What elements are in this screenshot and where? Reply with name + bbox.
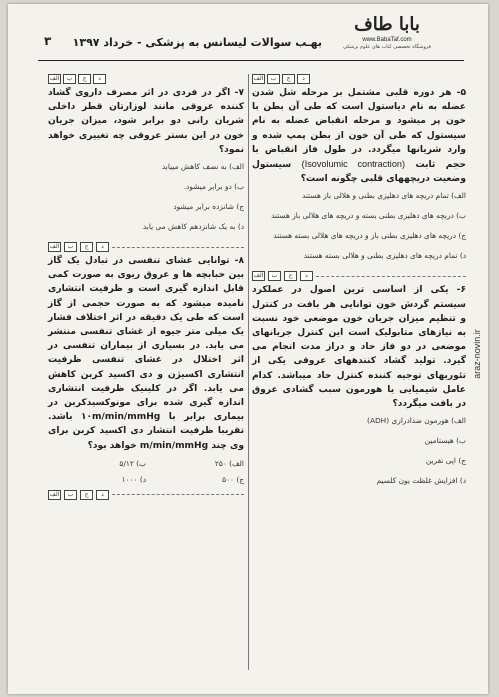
answer-option: ب) هیستامین [424,436,466,446]
page-header [24,14,472,58]
answer-option: ج) ۵۰۰ [222,474,244,484]
option-tag: ج [284,271,297,281]
answer-option: ج) دریچه های دهلیزی بطنی باز و دریچه های هلالی بسته هستند [273,231,466,241]
option-tag: الف [49,490,60,498]
question-block [252,74,466,263]
logo-tagline: فروشگاه تخصصی کتاب های علوم پزشکی [343,44,431,50]
answer-option: ب) دریچه های دهلیزی بطنی بسته و دریچه های هلالی باز هستند [271,211,466,221]
answer-option: ج) شانزده برابر میشود [173,202,244,212]
option-tag: د [96,490,109,500]
question-text: ۷- اگر در فردی در اثر مصرف داروی گشاد کننده عروقی مانند لوزارتان قطر داخلی شریان رانی دو برابر شود، میزان جریان خون در این بستر عروقی چه تغییری خواهد نمود؟ [48,88,244,155]
answer-option: د) به یک شانزدهم کاهش می یابد [142,222,244,232]
answer-option: ب) ۵/۱۲ [119,458,146,468]
option-tag: ب [64,490,77,500]
answer-option: د) افزایش غلظت یون کلسیم [376,476,466,486]
logo-mark: بابا طاف [354,14,420,35]
option-tag: ج [78,74,91,84]
option-tag: ب [63,74,76,84]
answer-option: ج) اپی نفرین [425,456,466,466]
option-tag: الف [49,243,60,251]
option-tag: د [297,74,310,84]
option-tag: الف [253,75,264,82]
option-tag: ج [80,242,93,252]
question-text: ۶- یکی از اساسی ترین اصول در عملکرد سیستم گردش خون توانایی هر بافت در کنترل و تنظیم میزان جریان خون موضعی خود نسبت به نیازهای متابولیک است این کنترل جریانهای موضعی در دو فاز حاد و دراز مدت انجام می گیرد. تولید گشاد کنندههای عروقی یکی از تئوریهای توجیه کننده کنترل حاد میباشد. کدام عامل شیمیایی یا هورمون سبب گشادی عروق در بافت میگردد؟ [252,285,466,410]
answer-tag-row [48,242,244,252]
answer-option: الف) به نصف کاهش مییابد [161,162,244,172]
logo-url: www.BabaTaf.com [362,37,412,43]
option-tag: الف [49,75,60,82]
option-tag: د [96,242,109,252]
answer-tag-row [48,74,244,84]
question-text-part: سیستول وضعیت دریچههای قلبی چگونه است؟ [252,160,466,185]
header-rule [38,60,464,61]
option-tag: ب [64,242,77,252]
answer-tag-row [252,74,466,84]
left-column [48,74,244,670]
document-page [8,4,488,694]
separator-line [316,276,466,277]
option-tag: ب [268,271,281,281]
option-tag: د [300,271,313,281]
column-divider [248,74,249,670]
answer-option: الف) هورمون ضدادراری (ADH) [367,416,466,426]
question-text [252,86,466,186]
right-column [252,74,466,670]
side-watermark [469,254,485,454]
option-tag: ج [282,74,295,84]
option-tag: د [93,74,106,84]
question-text-part: ۵- هر دوره قلبی مشتمل بر مرحله شل شدن عضله به نام دیاستول است که طی آن بطن با خون پر میشود و مرحله انقباض عضله به نام سیستول که طی آن خون از بطن پمپ شده و وارد شریانها میگردد. در طول فاز انقباض با حجم ثابت [252,88,466,171]
answer-option: الف) تمام دریچه های دهلیزی بطنی و هلالی باز هستند [302,191,466,201]
option-tag: الف [253,272,264,280]
question-block [48,242,244,500]
answer-tag-row [252,271,466,281]
page-title: بهـب سوالات لیسانس به پزشکی - خرداد ۱۳۹۷ [72,36,322,49]
separator-line [112,247,244,248]
answer-tag-row [48,490,244,500]
question-text: ۸- توانایی غشای تنفسی در تبادل یک گاز بین حبابچه ها و عروق ریوی به صورت کمی قابل اندازه گیری است و ظرفیت انتشاری نامیده میشود که به صورت حجمی از گاز است که طی یک دقیقه در اثر اختلاف فشار یک میلی متر جیوه از غشای تنفسی منتشر می یابد. در بسیاری از بیماران تنفسی در اثر اختلال در غشای تنفسی ظرفیت انتشاری اکسیژن و دی اکسید کربن کاهش می یابد. اگر در کلینیک ظرفیت انتشاری اندازه گیری شده برای مونوکسیدکربن در بیماری برابر با ۱۰m/min/mmHg باشد. تقریبا ظرفیت انتشار دی اکسید کربن برای وی چند m/min/mmHg خواهد بود؟ [48,256,244,451]
page-number: ۳ [44,34,52,48]
option-tag: ب [267,74,280,84]
question-block [48,74,244,234]
option-tag: ج [80,490,93,500]
publisher-logo [342,14,432,58]
separator-line [112,494,244,495]
answer-option: الف) ۲۵۰ [214,458,244,468]
watermark-text: araz-novin.ir [472,329,482,379]
answer-option: د) ۱۰۰۰ [121,474,146,484]
question-term: (Isovolumic contraction) [301,159,405,170]
answer-option: د) تمام دریچه های دهلیزی بطنی و هلالی بسته هستند [303,251,466,261]
answer-option: ب) دو برابر میشود. [183,182,244,192]
question-block [252,271,466,488]
answer-options-grid [48,456,244,488]
